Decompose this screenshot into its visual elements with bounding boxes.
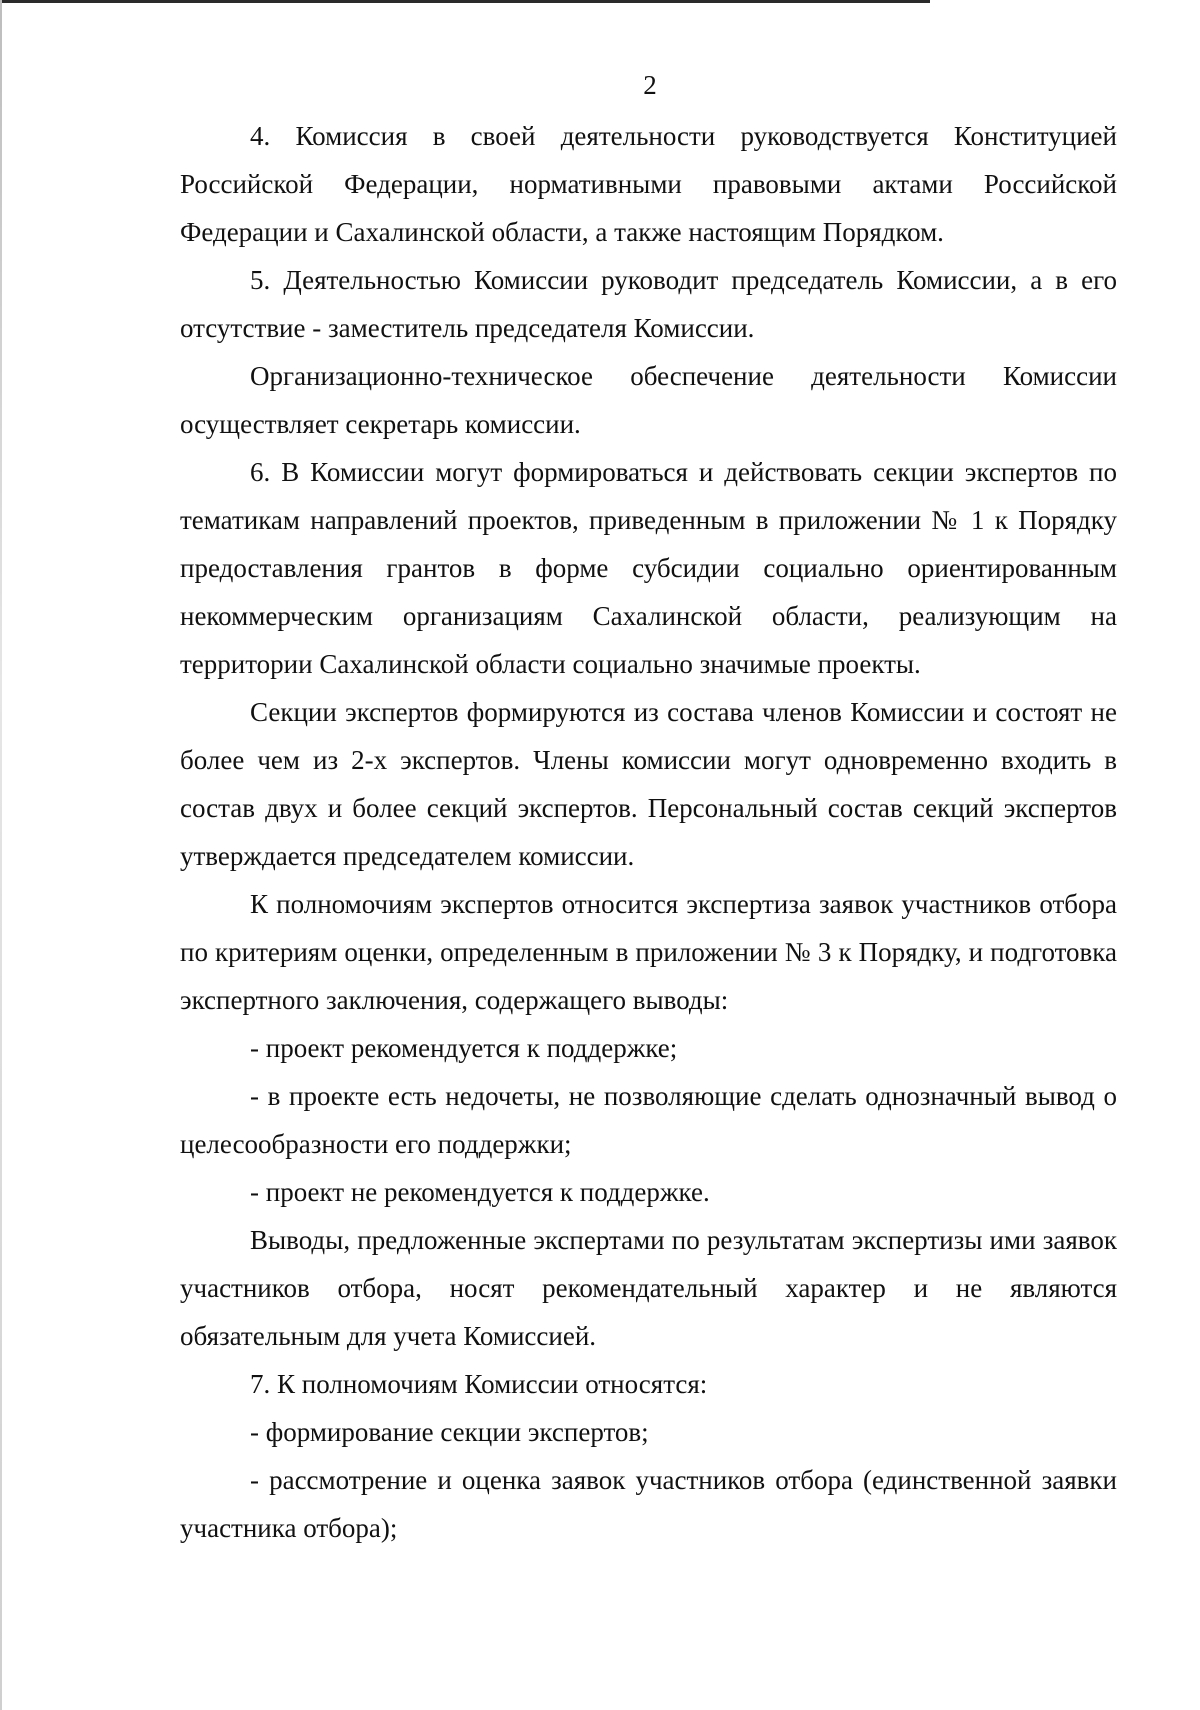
list-item-form-sections: - формирование секции экспертов; <box>250 1417 649 1447</box>
paragraph-6-conclusions: Выводы, предложенные экспертами по результатам экспертизы ими заявок участников отбора, носят рекомендательный характер и не являются обязательным для учета Комиссией. <box>180 1225 1117 1351</box>
list-item-shortcomings: - в проекте есть недочеты, не позволяющие сделать однозначный вывод о целесообразности его поддержки; <box>180 1081 1117 1159</box>
list-item-recommended: - проект рекомендуется к поддержке; <box>250 1033 678 1063</box>
paragraph-6-sections: Секции экспертов формируются из состава членов Комиссии и состоят не более чем из 2-х экспертов. Члены комиссии могут одновременно входить в состав двух и более секций экспертов. Персональный состав секций экспертов утверждается председателем комиссии. <box>180 697 1117 871</box>
paragraph-6: 6. В Комиссии могут формироваться и действовать секции экспертов по тематикам направлений проектов, приведенным в приложении № 1 к Порядку предоставления грантов в форме субсидии социально ориентированным некоммерческим организациям Сахалинской области, реализующим на территории Сахалинской области социально значимые проекты. <box>180 457 1117 679</box>
list-item-review-applications: - рассмотрение и оценка заявок участников отбора (единственной заявки участника отбора); <box>180 1465 1117 1543</box>
page-number: 2 <box>643 70 657 100</box>
paragraph-5: 5. Деятельностью Комиссии руководит председатель Комиссии, а в его отсутствие - заместитель председателя Комиссии. <box>180 265 1117 343</box>
scan-edge-line <box>0 0 930 3</box>
scan-left-edge <box>0 0 2 1710</box>
paragraph-5-technical-support: Организационно-техническое обеспечение деятельности Комиссии осуществляет секретарь комиссии. <box>180 361 1117 439</box>
list-item-not-recommended: - проект не рекомендуется к поддержке. <box>250 1177 710 1207</box>
paragraph-6-expert-powers: К полномочиям экспертов относится экспертиза заявок участников отбора по критериям оценки, определенным в приложении № 3 к Порядку, и подготовка экспертного заключения, содержащего выводы: <box>180 889 1117 1015</box>
document-body <box>180 112 1117 1552</box>
paragraph-4: 4. Комиссия в своей деятельности руководствуется Конституцией Российской Федерации, нормативными правовыми актами Российской Федерации и Сахалинской области, а также настоящим Порядком. <box>180 121 1117 247</box>
paragraph-7: 7. К полномочиям Комиссии относятся: <box>250 1369 708 1399</box>
